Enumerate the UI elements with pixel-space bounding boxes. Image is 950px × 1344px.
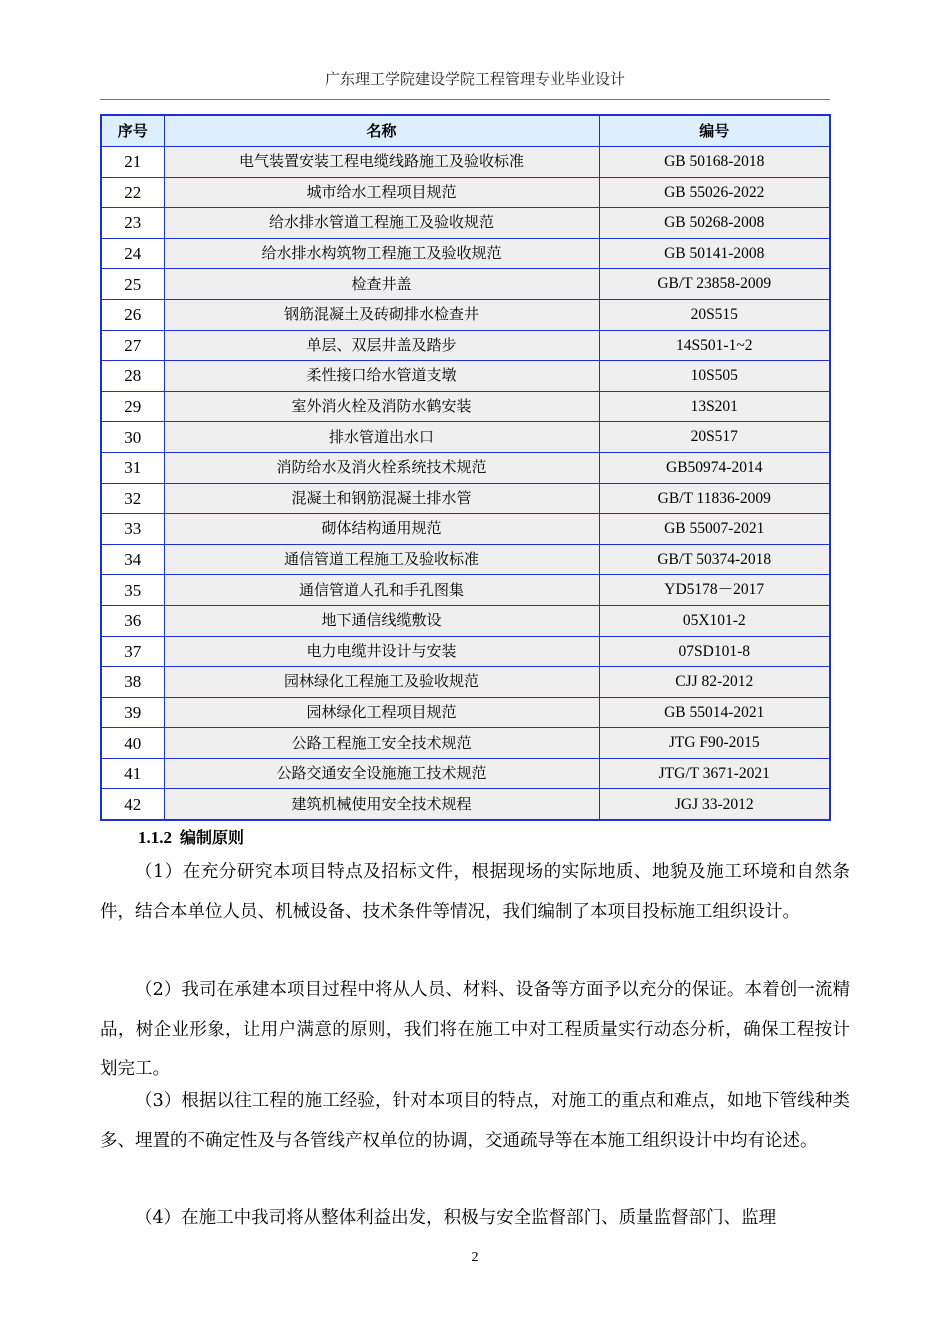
table-row [101,330,830,361]
cell-name: 柔性接口给水管道支墩 [164,361,599,392]
cell-code: GB/T 11836-2009 [599,483,830,514]
cell-name: 公路工程施工安全技术规范 [164,728,599,759]
cell-no: 27 [101,330,164,361]
cell-code: 10S505 [599,361,830,392]
table-row [101,636,830,667]
table-row [101,483,830,514]
cell-code: 14S501-1~2 [599,330,830,361]
cell-name: 室外消火栓及消防水鹤安装 [164,391,599,422]
table-row [101,361,830,392]
cell-name: 电力电缆井设计与安装 [164,636,599,667]
header-code: 编号 [599,115,830,147]
cell-no: 29 [101,391,164,422]
table-row [101,299,830,330]
cell-no: 34 [101,544,164,575]
table-header-row [101,115,830,147]
paragraph-4: （4）在施工中我司将从整体利益出发，积极与安全监督部门、质量监督部门、监理 [135,1208,777,1228]
cell-name: 消防给水及消火栓系统技术规范 [164,452,599,483]
cell-name: 单层、双层井盖及踏步 [164,330,599,361]
table-row [101,147,830,178]
table-row [101,514,830,545]
cell-no: 38 [101,667,164,698]
page-number: 2 [471,1250,479,1265]
page-header: 广东理工学院建设学院工程管理专业毕业设计 [324,70,625,88]
cell-code: 13S201 [599,391,830,422]
cell-code: GB 55014-2021 [599,697,830,728]
standards-table [100,114,831,821]
cell-no: 31 [101,452,164,483]
section-number: 1.1.2 [138,828,172,847]
cell-code: GB 50168-2018 [599,147,830,178]
cell-no: 26 [101,299,164,330]
cell-no: 36 [101,605,164,636]
cell-no: 21 [101,147,164,178]
cell-name: 排水管道出水口 [164,422,599,453]
cell-no: 39 [101,697,164,728]
table-row [101,605,830,636]
cell-code: GB50974-2014 [599,452,830,483]
cell-name: 钢筋混凝土及砖砌排水检查井 [164,299,599,330]
cell-code: 05X101-2 [599,605,830,636]
cell-code: GB/T 23858-2009 [599,269,830,300]
table-row [101,667,830,698]
cell-code: GB 50141-2008 [599,238,830,269]
cell-no: 33 [101,514,164,545]
cell-name: 混凝土和钢筋混凝土排水管 [164,483,599,514]
cell-no: 23 [101,208,164,239]
paragraph-1: （1）在充分研究本项目特点及招标文件，根据现场的实际地质、地貌及施工环境和自然条件，结合本单位人员、机械设备、技术条件等情况，我们编制了本项目投标施工组织设计。 [100,862,850,922]
cell-code: JTG F90-2015 [599,728,830,759]
cell-code: JTG/T 3671-2021 [599,758,830,789]
cell-name: 检查井盖 [164,269,599,300]
table-row [101,422,830,453]
table-row [101,177,830,208]
table-row [101,575,830,606]
cell-no: 42 [101,789,164,820]
table-row [101,238,830,269]
cell-no: 41 [101,758,164,789]
header-divider [100,99,830,100]
cell-name: 园林绿化工程施工及验收规范 [164,667,599,698]
table-row [101,697,830,728]
cell-no: 35 [101,575,164,606]
cell-name: 园林绿化工程项目规范 [164,697,599,728]
table-row [101,789,830,820]
paragraph-3: （3）根据以往工程的施工经验，针对本项目的特点，对施工的重点和难点，如地下管线种类多、埋置的不确定性及与各管线产权单位的协调，交通疏导等在本施工组织设计中均有论述。 [100,1091,850,1151]
section-heading [138,825,244,848]
cell-code: 20S515 [599,299,830,330]
cell-name: 建筑机械使用安全技术规程 [164,789,599,820]
table-row [101,452,830,483]
cell-code: 07SD101-8 [599,636,830,667]
paragraph-2: （2）我司在承建本项目过程中将从人员、材料、设备等方面予以充分的保证。本着创一流精品，树企业形象，让用户满意的原则，我们将在施工中对工程质量实行动态分析，确保工程按计划完工。 [100,980,850,1079]
table-row [101,728,830,759]
cell-name: 地下通信线缆敷设 [164,605,599,636]
table-row [101,391,830,422]
cell-name: 电气装置安装工程电缆线路施工及验收标准 [164,147,599,178]
table-row [101,544,830,575]
header-name: 名称 [164,115,599,147]
cell-name: 砌体结构通用规范 [164,514,599,545]
header-no: 序号 [101,115,164,147]
cell-no: 32 [101,483,164,514]
table-row [101,269,830,300]
cell-name: 通信管道人孔和手孔图集 [164,575,599,606]
cell-code: GB/T 50374-2018 [599,544,830,575]
cell-name: 公路交通安全设施施工技术规范 [164,758,599,789]
cell-no: 28 [101,361,164,392]
cell-code: JGJ 33-2012 [599,789,830,820]
cell-no: 25 [101,269,164,300]
cell-no: 22 [101,177,164,208]
cell-no: 37 [101,636,164,667]
cell-code: GB 55026-2022 [599,177,830,208]
cell-code: GB 55007-2021 [599,514,830,545]
table-row [101,208,830,239]
cell-code: GB 50268-2008 [599,208,830,239]
section-title: 编制原则 [180,828,245,847]
cell-name: 给水排水构筑物工程施工及验收规范 [164,238,599,269]
cell-code: 20S517 [599,422,830,453]
cell-no: 30 [101,422,164,453]
cell-no: 24 [101,238,164,269]
cell-no: 40 [101,728,164,759]
cell-name: 城市给水工程项目规范 [164,177,599,208]
cell-code: CJJ 82-2012 [599,667,830,698]
cell-name: 通信管道工程施工及验收标准 [164,544,599,575]
cell-code: YD5178－2017 [599,575,830,606]
table-row [101,758,830,789]
cell-name: 给水排水管道工程施工及验收规范 [164,208,599,239]
